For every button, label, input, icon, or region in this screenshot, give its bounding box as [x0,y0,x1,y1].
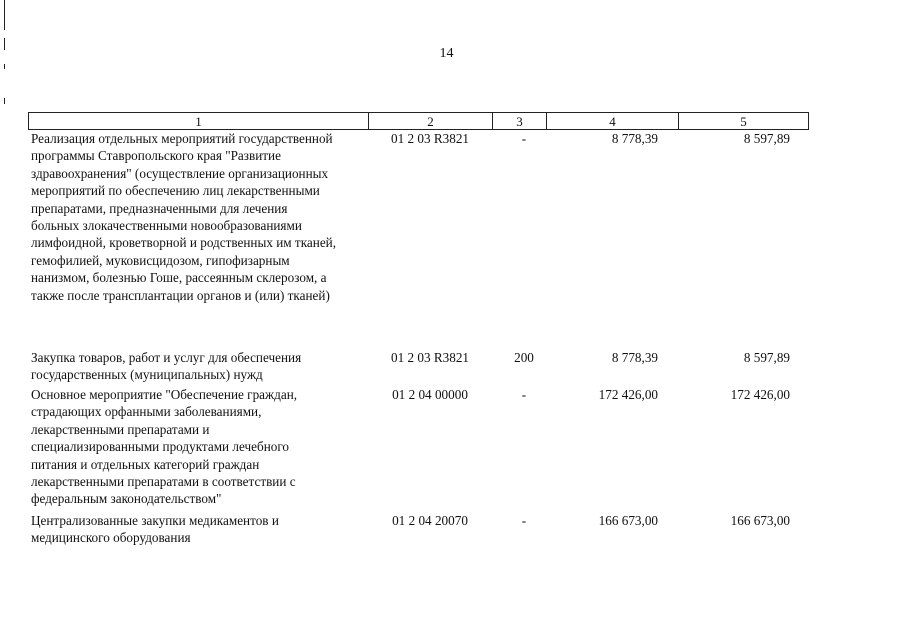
name-line: страдающих орфанными заболеваниями, [31,404,262,420]
scan-edge-mark [4,64,5,69]
name-line: лимфоидной, кроветворной и родственных им тканей, [31,235,337,251]
header-col-4: 4 [547,113,679,130]
name-line: здравоохранения" (осуществление организационных [31,165,329,181]
name-line: лекарственными препаратами и [31,421,210,437]
name-line: государственных (муниципальных) нужд [31,367,263,383]
name-line: также после трансплантации органов и (или) тканей) [31,287,330,303]
name-line: медицинского оборудования [31,530,191,546]
name-line: специализированными продуктами лечебного [31,439,290,455]
name-line: Централизованные закупки медикаментов и [31,513,279,528]
row-value-year2: 166 673,00 [730,513,790,528]
table-row [28,349,808,385]
row-name [31,512,371,547]
row-value-year1: 166 673,00 [598,513,658,528]
header-col-5: 5 [679,113,809,130]
name-line: больных злокачественными новообразованиями [31,218,302,234]
header-col-3: 3 [493,113,547,130]
row-name [31,349,371,384]
column-number-header [28,112,809,130]
table-row [28,386,808,510]
row-value-year2: 8 597,89 [743,131,790,146]
row-code: 01 2 03 R3821 [390,131,470,146]
name-line: федеральным законодательством" [31,491,222,507]
row-expense-type: 200 [514,350,534,365]
name-line: Закупка товаров, работ и услуг для обеспечения [31,350,302,365]
row-name [31,130,371,304]
scan-edge-mark [4,0,5,30]
name-line: препаратами, предназначенными для лечения [31,200,288,216]
row-expense-type: - [521,387,527,402]
row-value-year1: 8 778,39 [611,350,658,365]
row-name [31,386,371,508]
header-col-2: 2 [369,113,493,130]
name-line: программы Ставропольского края "Развитие [31,148,281,164]
name-line: лекарственными препаратами в соответствии с [31,474,296,490]
row-expense-type: - [521,131,527,146]
table-row [28,512,808,548]
row-code: 01 2 03 R3821 [390,350,470,365]
header-row [29,113,809,130]
name-line: нанизмом, болезнью Гоше, рассеянным склерозом, а [31,270,327,286]
name-line: гемофилией, муковисцидозом, гипофизарным [31,252,290,268]
name-line: питания и отдельных категорий граждан [31,456,260,472]
name-line: Основное мероприятие "Обеспечение граждан, [31,387,298,402]
name-line: Реализация отдельных мероприятий государственной [31,131,333,146]
row-value-year2: 8 597,89 [743,350,790,365]
row-code: 01 2 04 20070 [392,513,468,528]
scan-edge-mark [4,98,5,104]
page-number: 14 [439,46,454,61]
row-value-year2: 172 426,00 [730,387,790,402]
row-value-year1: 172 426,00 [598,387,658,402]
header-col-1: 1 [29,113,369,130]
table-row [28,130,808,308]
row-expense-type: - [521,513,527,528]
name-line: мероприятий по обеспечению лиц лекарственными [31,183,320,199]
row-value-year1: 8 778,39 [611,131,658,146]
row-code: 01 2 04 00000 [392,387,468,402]
